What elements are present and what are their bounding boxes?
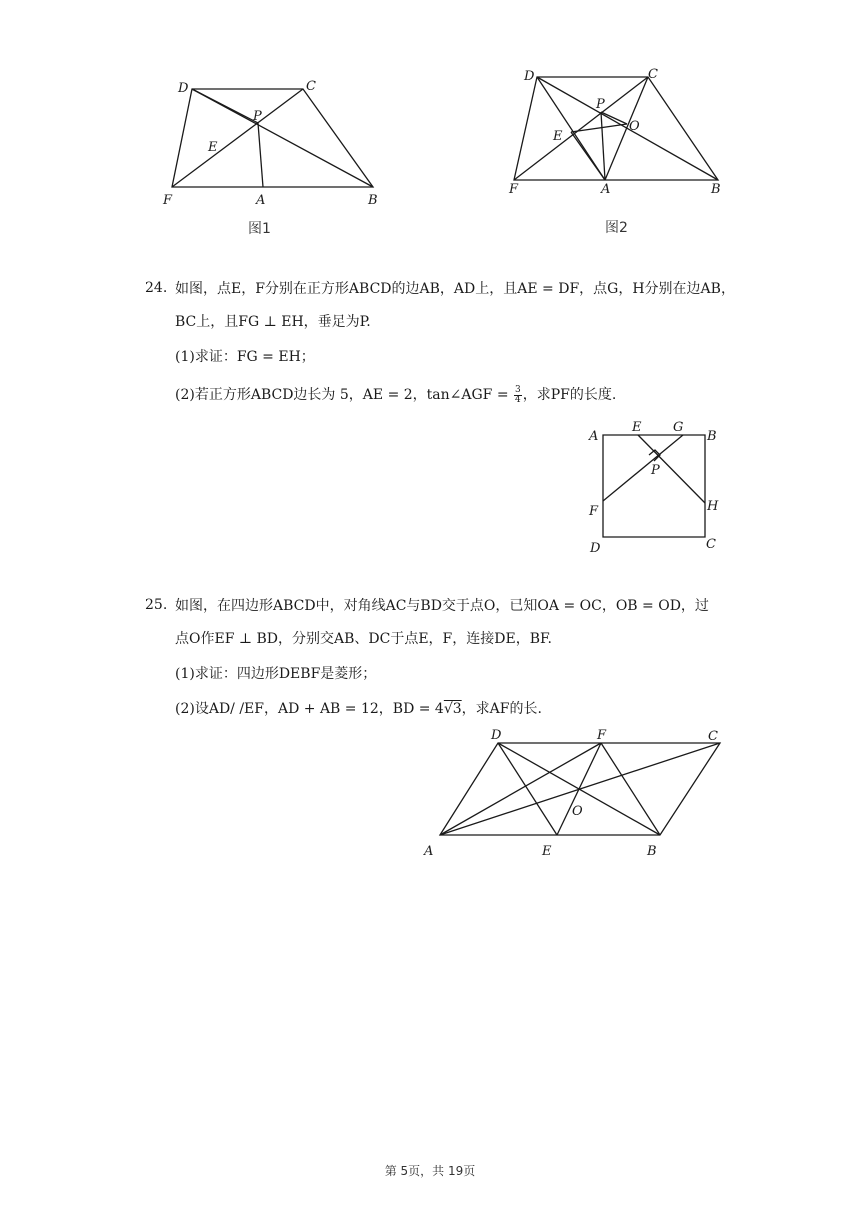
fig24-label-C: C: [706, 537, 716, 552]
fig2-label-E: E: [553, 129, 563, 144]
fig2-segment-CA: [605, 77, 648, 180]
fig25-segment-AF: [440, 743, 601, 835]
fig2-label-D: D: [524, 69, 535, 84]
fig2-segment-PO: [601, 112, 627, 124]
fig2-segment-EO: [571, 124, 627, 132]
fig1-label-D: D: [178, 81, 189, 96]
figure-25-diagram: [420, 720, 730, 865]
fig24-label-H: H: [707, 499, 719, 514]
fig1-label-F: F: [163, 193, 173, 208]
q25-part-2-text-a: (2)设AD/ /EF，AD + AB = 12，BD = 4: [175, 701, 444, 717]
q24-line-2: BC上，且FG ⊥ EH，垂足为P.: [175, 314, 371, 330]
fig25-label-A: A: [424, 844, 434, 859]
fig24-label-A: A: [589, 429, 599, 444]
figure-2: [505, 60, 745, 245]
fig1-label-P: P: [253, 109, 262, 124]
fig25-label-C: C: [708, 729, 718, 744]
fig2-quadrilateral: [514, 77, 718, 180]
fig1-label-E: E: [208, 140, 218, 155]
fig25-segment-FE: [557, 743, 601, 835]
q24-part-2-text-a: (2)若正方形ABCD边长为 5，AE = 2，tan∠AGF =: [175, 387, 514, 403]
fig25-label-D: D: [491, 728, 502, 743]
fig25-label-B: B: [647, 844, 657, 859]
q24-part-1: (1)求证：FG = EH；: [175, 349, 315, 365]
q24-part-2: [175, 385, 616, 405]
q24-line-1: 如图，点E，F分别在正方形ABCD的边AB，AD上，且AE = DF，点G，H分别在边AB，: [175, 281, 735, 297]
q24-fraction: [514, 386, 522, 405]
fig24-label-B: B: [707, 429, 717, 444]
fig25-label-E: E: [542, 844, 552, 859]
q25-part-1: (1)求证：四边形DEBF是菱形；: [175, 666, 377, 682]
fig2-label-C: C: [648, 67, 658, 82]
fig2-label-B: B: [711, 182, 721, 197]
fig25-segment-DE: [498, 743, 557, 835]
fig2-label-A: A: [601, 182, 611, 197]
fig1-caption: 图1: [248, 221, 271, 237]
fig24-label-P: P: [651, 463, 660, 478]
fig1-segment-DP: [192, 89, 258, 123]
q25-line-2: 点O作EF ⊥ BD，分别交AB、DC于点E，F，连接DE，BF.: [175, 631, 552, 647]
fig2-segment-EA: [571, 132, 605, 180]
page-footer: 第 5页，共 19页: [384, 1164, 476, 1178]
fig1-label-B: B: [368, 193, 378, 208]
fig24-label-E: E: [632, 420, 642, 435]
fig2-segment-PA: [601, 112, 605, 180]
fig2-label-F: F: [509, 182, 519, 197]
fig1-label-C: C: [306, 79, 316, 94]
figure-24-diagram: [580, 415, 730, 560]
figure-2-diagram: [505, 60, 745, 245]
fig1-label-A: A: [256, 193, 266, 208]
fig24-label-F: F: [589, 504, 599, 519]
fig1-quadrilateral: [172, 89, 373, 187]
fig2-label-O: O: [629, 119, 640, 134]
fig24-label-D: D: [590, 541, 601, 556]
figure-1-diagram: [150, 70, 400, 245]
q24-fraction-numerator: 3: [515, 384, 521, 395]
fig1-segment-PA: [258, 123, 263, 187]
fig2-caption: 图2: [605, 220, 628, 236]
q25-part-2: [175, 699, 542, 719]
q25-part-2-text-b: ，求AF的长.: [461, 701, 542, 717]
fig25-label-F: F: [597, 728, 607, 743]
q24-fraction-denominator: 4: [515, 394, 521, 405]
fig2-label-P: P: [596, 97, 605, 112]
figure-25: [420, 720, 730, 865]
figure-1: [150, 70, 400, 245]
q25-number: 25.: [145, 597, 168, 613]
q24-part-2-text-b: ，求PF的长度.: [522, 387, 617, 403]
figure-24: [580, 415, 730, 560]
fig24-label-G: G: [673, 420, 684, 435]
fig25-segment-FB: [601, 743, 660, 835]
fig25-label-O: O: [572, 804, 583, 819]
q24-number: 24.: [145, 280, 168, 296]
q25-line-1: 如图，在四边形ABCD中，对角线AC与BD交于点O，已知OA = OC，OB = OD，过: [175, 598, 709, 614]
q25-sqrt: √3: [443, 701, 462, 717]
